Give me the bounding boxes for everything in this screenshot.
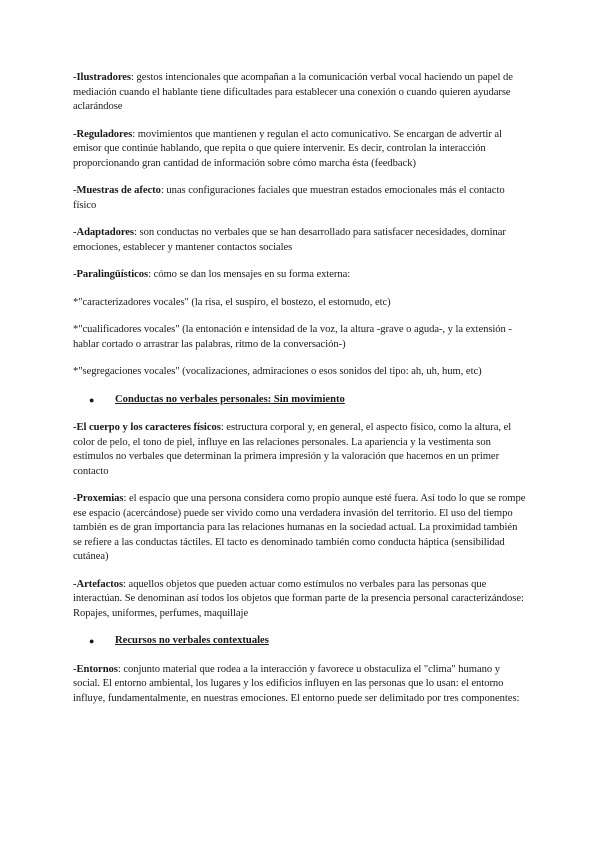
section-title: Conductas no verbales personales: Sin movimiento — [115, 393, 345, 405]
definition-entornos: : conjunto material que rodea a la interacción y favorece u obstaculiza el "clima" humano y social. El entorno ambiental, los lugares y los edificios influyen en las personas que lo usan: el entorno influye, fundamentalmente, en nuestras emociones. El entorno puede ser delimitado por tres componentes: — [73, 663, 520, 704]
sub-item-cualificadores: *"cualificadores vocales" (la entonación e intensidad de la voz, la altura -grave o aguda-, y la extensión -hablar cortado o arrastrar las palabras, ritmo de la conversación-) — [73, 324, 512, 350]
sub-item-caracterizadores: *"caracterizadores vocales" (la risa, el suspiro, el bostezo, el estornudo, etc) — [73, 296, 391, 308]
sub-item-segregaciones: *"segregaciones vocales" (vocalizaciones, admiraciones o esos sonidos del tipo: ah, uh, hum, etc) — [73, 366, 482, 377]
section-title: Recursos no verbales contextuales — [115, 635, 269, 646]
paragraph-muestras-de-afecto — [73, 184, 528, 213]
definition-paralinguisticos: : cómo se dan los mensajes en su forma externa: — [148, 269, 351, 280]
term-entornos: -Entornos — [73, 663, 118, 675]
definition-ilustradores: : gestos intencionales que acompañan a la comunicación verbal vocal haciendo un papel de mediación cuando el hablante tiene dificultades para establecer una conexión o cuando quieren ayudarse aclarándose — [73, 72, 513, 112]
term-reguladores: -Reguladores — [73, 128, 133, 140]
term-ilustradores: -Ilustradores — [73, 72, 132, 83]
paragraph-ilustradores — [73, 71, 528, 115]
paragraph-adaptadores — [73, 226, 528, 255]
paragraph-proxemias — [73, 492, 528, 565]
definition-reguladores: : movimientos que mantienen y regulan el acto comunicativo. Se encargan de advertir al emisor que continúe hablando, que repita o que quiere intervenir. Es decir, controlan la interacción proporcionando gran cantidad de información sobre cómo marcha ésta (feedback) — [73, 128, 502, 169]
paragraph-entornos — [73, 663, 528, 707]
paragraph-cuerpo — [73, 421, 528, 479]
definition-muestras-de-afecto: : unas configuraciones faciales que muestran estados emocionales más el contacto físico — [73, 185, 505, 211]
term-proxemias: -Proxemias — [73, 493, 124, 504]
term-cuerpo: -El cuerpo y los caracteres físicos — [73, 422, 221, 433]
paragraph-reguladores — [73, 128, 528, 172]
term-paralinguisticos: -Paralingüísticos — [73, 269, 149, 280]
definition-cuerpo: : estructura corporal y, en general, el aspecto físico, como la altura, el color de pelo, el tono de piel, influye en las relaciones personales. La apariencia y la vestimenta son estímulos no verbales que determinan la primera impresión y la valoración que hacemos en un primer contacto — [73, 422, 512, 477]
term-artefactos: -Artefactos — [73, 578, 124, 590]
section-heading-sin-movimiento — [73, 393, 528, 408]
document-page — [73, 71, 528, 719]
bullet-icon: ● — [89, 394, 95, 405]
definition-proxemias: : el espacio que una persona considera como propio aunque esté fuera. Así todo lo que se rompe ese espacio (acercándose) puede ser vivido como una verdadera invasión del territorio. El uso del tiempo también es de gran importancia para las relaciones humanas en la sociedad actual. La proximidad también se refiere a las conductas táctiles. El tacto es denominado también como conducta háptica (sensibilidad cutánea) — [73, 493, 526, 562]
term-muestras-de-afecto: -Muestras de afecto — [73, 185, 161, 196]
paragraph-paralinguisticos — [73, 268, 528, 283]
bullet-icon: ● — [89, 636, 95, 646]
definition-adaptadores: : son conductas no verbales que se han desarrollado para satisfacer necesidades, dominar emociones, establecer y mantener contactos sociales — [73, 227, 506, 253]
section-heading-contextuales — [73, 634, 528, 649]
paragraph-artefactos — [73, 578, 528, 622]
term-adaptadores: -Adaptadores — [73, 227, 135, 238]
definition-artefactos: : aquellos objetos que pueden actuar como estímulos no verbales para las personas que interactúan. Se denominan así todos los objetos que forman parte de la presencia personal caracterizándose: Ropajes, uniformes, perfumes, maquillaje — [73, 578, 524, 619]
